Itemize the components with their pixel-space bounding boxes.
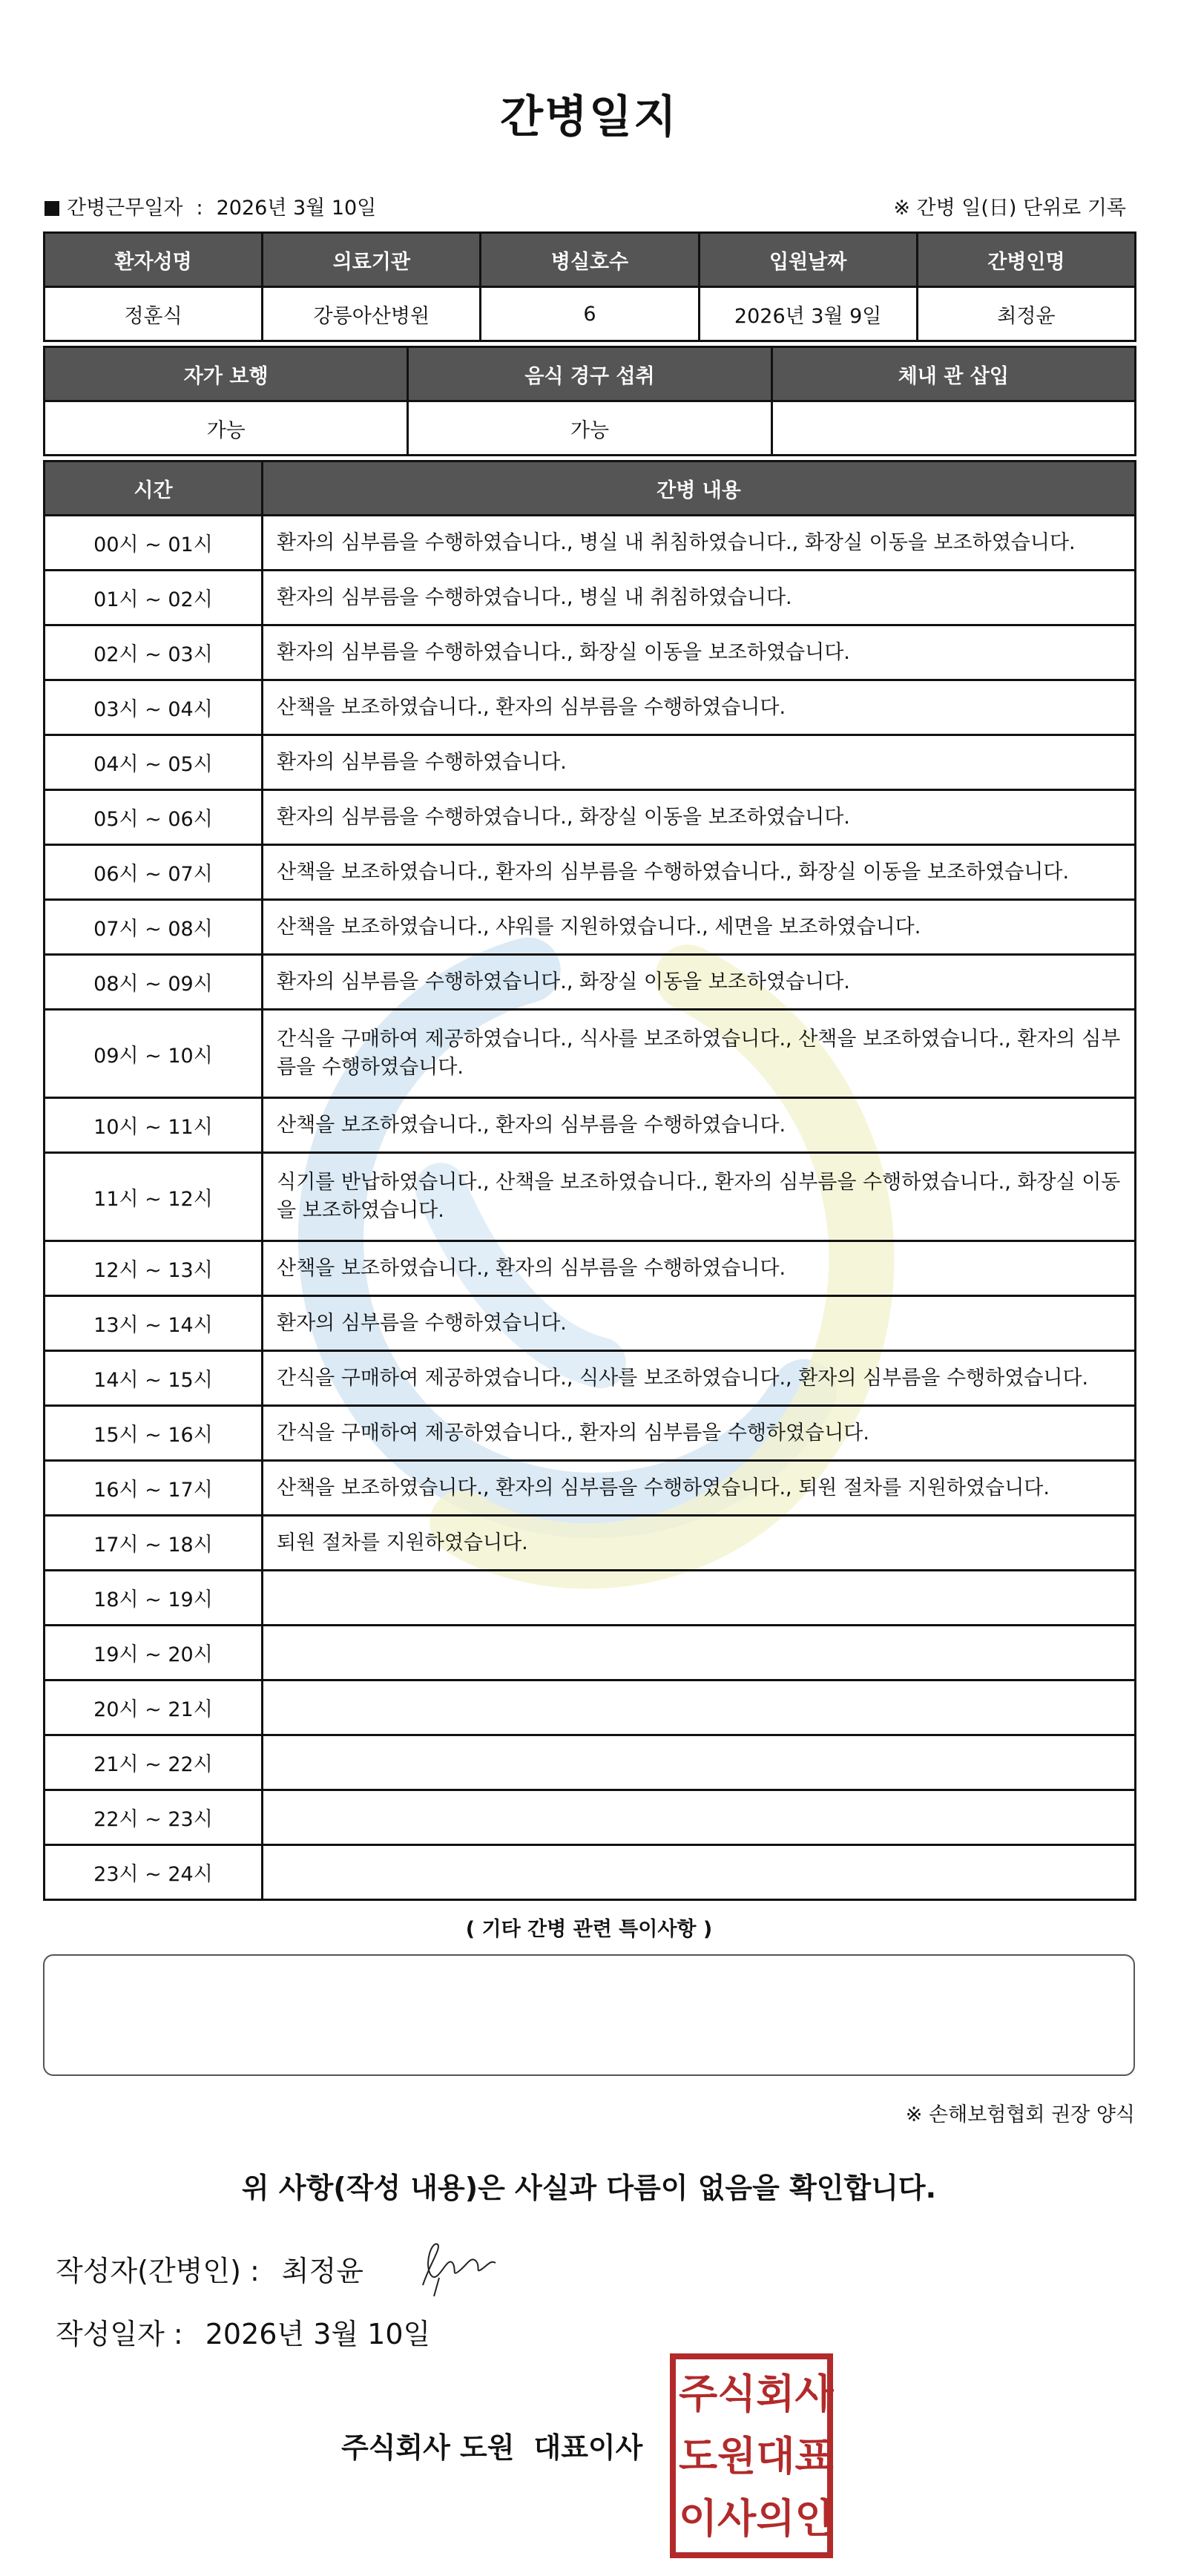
status-value-row — [45, 401, 1136, 456]
written-date-value: 2026년 3월 10일 — [205, 2318, 431, 2350]
work-date-label: 간병근무일자 — [67, 197, 183, 220]
care-log-content: 간식을 구매하여 제공하였습니다., 식사를 보조하였습니다., 환자의 심부름을 수행하였습니다. — [263, 1351, 1136, 1406]
patient-info-table — [43, 231, 1136, 342]
seal-character: 인 — [794, 2494, 834, 2542]
care-log-row — [45, 680, 1136, 735]
care-log-time: 11시 ~ 12시 — [45, 1153, 263, 1241]
care-log-row — [45, 955, 1136, 1010]
special-notes-title: ( 기타 간병 관련 특이사항 ) — [465, 1918, 713, 1941]
care-log-time: 14시 ~ 15시 — [45, 1351, 263, 1406]
care-log-content — [263, 1845, 1136, 1900]
header-hospital: 의료기관 — [263, 233, 481, 287]
status-header-row — [45, 347, 1136, 401]
care-log-row — [45, 1241, 1136, 1296]
special-notes-box — [43, 1954, 1135, 2076]
ceo-title: 대표이사 — [533, 2431, 643, 2464]
care-log-row — [45, 1680, 1136, 1735]
care-log-content: 간식을 구매하여 제공하였습니다., 환자의 심부름을 수행하였습니다. — [263, 1406, 1136, 1461]
care-log-header-row — [45, 461, 1136, 516]
care-log-time: 18시 ~ 19시 — [45, 1571, 263, 1626]
care-log-row — [45, 625, 1136, 680]
seal-character: 사 — [717, 2494, 757, 2542]
care-log-time: 08시 ~ 09시 — [45, 955, 263, 1010]
header-admission-date: 입원날짜 — [699, 233, 917, 287]
care-log-row — [45, 735, 1136, 790]
care-log-time: 13시 ~ 14시 — [45, 1296, 263, 1351]
care-log-content — [263, 1790, 1136, 1845]
confirmation-statement: 위 사항(작성 내용)은 사실과 다름이 없음을 확인합니다. — [241, 2172, 937, 2204]
care-log-row — [45, 1516, 1136, 1571]
care-log-content: 산책을 보조하였습니다., 환자의 심부름을 수행하였습니다., 퇴원 절차를 지원하였습니다. — [263, 1461, 1136, 1516]
care-log-content — [263, 1626, 1136, 1680]
writer-line — [56, 2248, 363, 2289]
care-log-time: 04시 ~ 05시 — [45, 735, 263, 790]
seal-character: 대 — [756, 2432, 795, 2480]
care-log-content: 환자의 심부름을 수행하였습니다., 화장실 이동을 보조하였습니다. — [263, 625, 1136, 680]
care-log-row — [45, 1845, 1136, 1900]
company-name: 주식회사 도원 — [341, 2431, 515, 2464]
seal-characters — [679, 2362, 834, 2549]
recommend-note: ※ 손해보험협회 권장 양식 — [905, 2103, 1135, 2126]
care-log-content: 산책을 보조하였습니다., 샤워를 지원하였습니다., 세면을 보조하였습니다. — [263, 900, 1136, 955]
written-date-label: 작성일자 : — [56, 2318, 183, 2350]
care-log-row — [45, 1351, 1136, 1406]
care-log-time: 20시 ~ 21시 — [45, 1680, 263, 1735]
square-bullet-icon — [45, 201, 59, 216]
care-log-row — [45, 845, 1136, 900]
care-log-time: 07시 ~ 08시 — [45, 900, 263, 955]
care-log-content: 환자의 심부름을 수행하였습니다. — [263, 1296, 1136, 1351]
care-log-row — [45, 1735, 1136, 1790]
care-log-time: 16시 ~ 17시 — [45, 1461, 263, 1516]
care-log-time: 21시 ~ 22시 — [45, 1735, 263, 1790]
oral-intake-value: 가능 — [408, 401, 771, 456]
care-log-content — [263, 1735, 1136, 1790]
header-self-walking: 자가 보행 — [45, 347, 408, 401]
patient-info-value-row — [45, 287, 1136, 341]
care-log-row — [45, 900, 1136, 955]
care-log-row — [45, 516, 1136, 571]
care-log-row — [45, 1790, 1136, 1845]
care-log-row — [45, 1406, 1136, 1461]
care-log-time: 01시 ~ 02시 — [45, 571, 263, 625]
seal-character: 사 — [794, 2370, 834, 2417]
signature-image — [408, 2233, 504, 2300]
care-log-row — [45, 1571, 1136, 1626]
seal-character: 도 — [679, 2432, 718, 2480]
header-patient-name: 환자성명 — [45, 233, 263, 287]
care-log-content: 산책을 보조하였습니다., 환자의 심부름을 수행하였습니다. — [263, 1241, 1136, 1296]
header-care-content: 간병 내용 — [263, 461, 1136, 516]
care-log-content: 산책을 보조하였습니다., 환자의 심부름을 수행하였습니다., 화장실 이동을 보조하였습니다. — [263, 845, 1136, 900]
header-caregiver-name: 간병인명 — [917, 233, 1135, 287]
care-log-content: 간식을 구매하여 제공하였습니다., 식사를 보조하였습니다., 산책을 보조하였습니다., 환자의 심부름을 수행하였습니다. — [263, 1010, 1136, 1098]
care-log-row — [45, 1010, 1136, 1098]
seal-character: 식 — [717, 2370, 757, 2417]
care-log-time: 10시 ~ 11시 — [45, 1098, 263, 1153]
care-log-row — [45, 1098, 1136, 1153]
care-log-content: 환자의 심부름을 수행하였습니다., 화장실 이동을 보조하였습니다. — [263, 790, 1136, 845]
care-log-content: 환자의 심부름을 수행하였습니다. — [263, 735, 1136, 790]
unit-note: ※ 간병 일(日) 단위로 기록 — [893, 197, 1126, 220]
work-date-value: 2026년 3월 10일 — [216, 197, 377, 220]
writer-name: 최정윤 — [281, 2255, 363, 2287]
work-date-line — [45, 191, 376, 220]
care-log-content: 산책을 보조하였습니다., 환자의 심부름을 수행하였습니다. — [263, 680, 1136, 735]
patient-info-header-row — [45, 233, 1136, 287]
seal-character: 표 — [794, 2432, 834, 2480]
care-log-time: 15시 ~ 16시 — [45, 1406, 263, 1461]
seal-character: 이 — [679, 2494, 718, 2542]
seal-character: 의 — [756, 2494, 795, 2542]
care-log-content: 퇴원 절차를 지원하였습니다. — [263, 1516, 1136, 1571]
care-log-content: 환자의 심부름을 수행하였습니다., 병실 내 취침하였습니다. — [263, 571, 1136, 625]
care-log-row — [45, 1626, 1136, 1680]
care-log-content: 식기를 반납하였습니다., 산책을 보조하였습니다., 환자의 심부름을 수행하였습니다., 화장실 이동을 보조하였습니다. — [263, 1153, 1136, 1241]
care-log-time: 00시 ~ 01시 — [45, 516, 263, 571]
seal-character: 회 — [756, 2370, 795, 2417]
care-log-content: 산책을 보조하였습니다., 환자의 심부름을 수행하였습니다. — [263, 1098, 1136, 1153]
hospital-name: 강릉아산병원 — [263, 287, 481, 341]
care-log-row — [45, 790, 1136, 845]
care-log-time: 02시 ~ 03시 — [45, 625, 263, 680]
company-seal-stamp — [670, 2353, 833, 2558]
care-log-time: 19시 ~ 20시 — [45, 1626, 263, 1680]
care-log-time: 05시 ~ 06시 — [45, 790, 263, 845]
patient-status-table — [43, 346, 1136, 456]
care-log-time: 23시 ~ 24시 — [45, 1845, 263, 1900]
care-log-content — [263, 1571, 1136, 1626]
care-log-time: 17시 ~ 18시 — [45, 1516, 263, 1571]
care-log-time: 22시 ~ 23시 — [45, 1790, 263, 1845]
care-log-row — [45, 1153, 1136, 1241]
document-title: 간병일지 — [500, 91, 678, 143]
patient-name: 정훈식 — [45, 287, 263, 341]
care-log-body — [45, 516, 1136, 1900]
company-line — [341, 2425, 642, 2465]
work-date-colon: : — [196, 197, 203, 220]
care-log-row — [45, 571, 1136, 625]
written-date-line — [56, 2311, 430, 2352]
self-walking-value: 가능 — [45, 401, 408, 456]
care-log-row — [45, 1461, 1136, 1516]
seal-character: 주 — [679, 2370, 718, 2417]
room-number: 6 — [481, 287, 699, 341]
care-log-time: 12시 ~ 13시 — [45, 1241, 263, 1296]
care-log-content — [263, 1680, 1136, 1735]
writer-label: 작성자(간병인) : — [56, 2255, 260, 2287]
care-log-row — [45, 1296, 1136, 1351]
care-log-content: 환자의 심부름을 수행하였습니다., 화장실 이동을 보조하였습니다. — [263, 955, 1136, 1010]
header-tube-insertion: 체내 관 삽입 — [771, 347, 1135, 401]
care-log-content: 환자의 심부름을 수행하였습니다., 병실 내 취침하였습니다., 화장실 이동을 보조하였습니다. — [263, 516, 1136, 571]
admission-date: 2026년 3월 9일 — [699, 287, 917, 341]
caregiver-name: 최정윤 — [917, 287, 1135, 341]
seal-character: 원 — [717, 2432, 757, 2480]
header-oral-intake: 음식 경구 섭취 — [408, 347, 771, 401]
care-log-table — [43, 460, 1136, 1901]
header-time: 시간 — [45, 461, 263, 516]
care-log-time: 09시 ~ 10시 — [45, 1010, 263, 1098]
care-log-time: 03시 ~ 04시 — [45, 680, 263, 735]
care-log-time: 06시 ~ 07시 — [45, 845, 263, 900]
tube-insertion-value — [771, 401, 1135, 456]
header-room-number: 병실호수 — [481, 233, 699, 287]
